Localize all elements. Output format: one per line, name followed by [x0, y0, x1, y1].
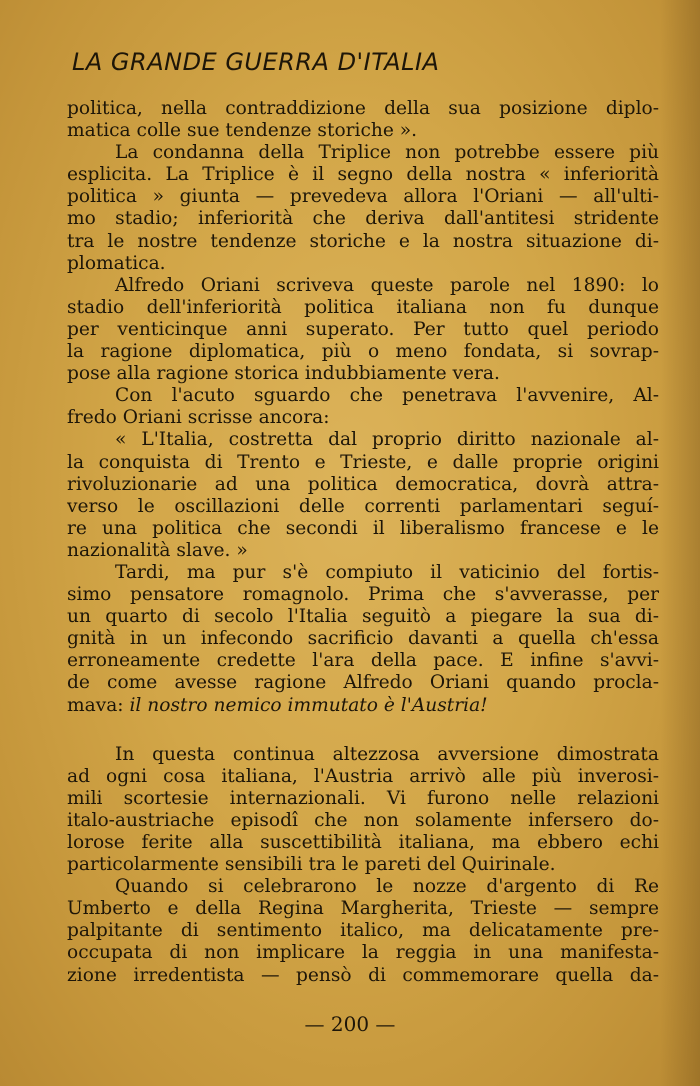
- text-line: pose alla ragione storica indubbiamente vera.: [67, 363, 500, 385]
- closing-plain-text: mava:: [67, 694, 130, 716]
- text-line-closing: [67, 695, 659, 717]
- text-line: fredo Oriani scrisse ancora:: [67, 407, 330, 429]
- text-line: un quarto di secolo l'Italia seguitò a piegare la sua di-: [67, 606, 659, 628]
- text-line: La condanna della Triplice non potrebbe essere più: [115, 142, 659, 164]
- text-line: matica colle sue tendenze storiche ».: [67, 120, 418, 142]
- text-line: re una politica che secondi il liberalismo francese e le: [67, 517, 659, 539]
- text-line: la ragione diplomatica, più o meno fondata, si sovrap-: [67, 341, 659, 363]
- text-line: esplicita. La Triplice è il segno della nostra « inferiorità: [67, 164, 659, 186]
- text-line: Con l'acuto sguardo che penetrava l'avvenire, Al-: [115, 385, 659, 407]
- text-line: rivoluzionarie ad una politica democratica, dovrà attra-: [67, 473, 659, 495]
- text-line: Umberto e della Regina Margherita, Trieste — sempre: [67, 898, 659, 920]
- text-line: verso le oscillazioni delle correnti parlamentari seguí-: [67, 495, 659, 517]
- running-head: LA GRANDE GUERRA D'ITALIA: [72, 48, 440, 76]
- text-line: ad ogni cosa italiana, l'Austria arrivò alle più inverosi-: [67, 765, 659, 787]
- text-line: In questa continua altezzosa avversione dimostrata: [115, 743, 659, 765]
- text-line: politica » giunta — prevedeva allora l'Oriani — all'ulti-: [67, 186, 659, 208]
- text-line: lorose ferite alla suscettibilità italiana, ma ebbero echi: [67, 832, 659, 853]
- text-line: per venticinque anni superato. Per tutto quel periodo: [67, 318, 659, 340]
- text-line: erroneamente credette l'ara della pace. E infine s'avvi-: [67, 650, 659, 672]
- text-line: gnità in un infecondo sacrificio davanti a quella ch'essa: [67, 628, 659, 650]
- text-line: mo stadio; inferiorità che deriva dall'antitesi stridente: [67, 208, 659, 230]
- text-line: nazionalità slave. »: [67, 539, 248, 561]
- text-line: palpitante di sentimento italico, ma delicatamente pre-: [67, 920, 659, 942]
- text-line: politica, nella contraddizione della sua posizione diplo-: [67, 98, 659, 119]
- text-line: de come avesse ragione Alfredo Oriani quando procla-: [67, 672, 659, 694]
- body-text: [67, 98, 659, 987]
- text-line: « L'Italia, costretta dal proprio diritto nazionale al-: [115, 429, 659, 451]
- text-line: simo pensatore romagnolo. Prima che s'avverasse, per: [67, 584, 659, 606]
- text-line: plomatica.: [67, 252, 166, 274]
- text-line: occupata di non implicare la reggia in una manifesta-: [67, 942, 659, 964]
- text-line: tra le nostre tendenze storiche e la nostra situazione di-: [67, 230, 659, 252]
- text-line: Quando si celebrarono le nozze d'argento di Re: [115, 876, 659, 898]
- text-line: stadio dell'inferiorità politica italiana non fu dunque: [67, 296, 659, 318]
- text-line: Alfredo Oriani scriveva queste parole nel 1890: lo: [115, 274, 659, 296]
- page-number: — 200 —: [304, 1012, 396, 1036]
- text-line: la conquista di Trento e Trieste, e dalle proprie origini: [67, 451, 659, 473]
- text-line: particolarmente sensibili tra le pareti del Quirinale.: [67, 854, 556, 876]
- text-line: zione irredentista — pensò di commemorare quella da-: [67, 964, 659, 986]
- closing-italic-quote: il nostro nemico immutato è l'Austria!: [129, 694, 488, 716]
- text-line: italo-austriache episodî che non solamente infersero do-: [67, 809, 659, 831]
- text-line: Tardi, ma pur s'è compiuto il vaticinio del fortis-: [115, 561, 659, 583]
- section-gap: [67, 717, 659, 744]
- text-line: mili scortesie internazionali. Vi furono nelle relazioni: [67, 787, 659, 809]
